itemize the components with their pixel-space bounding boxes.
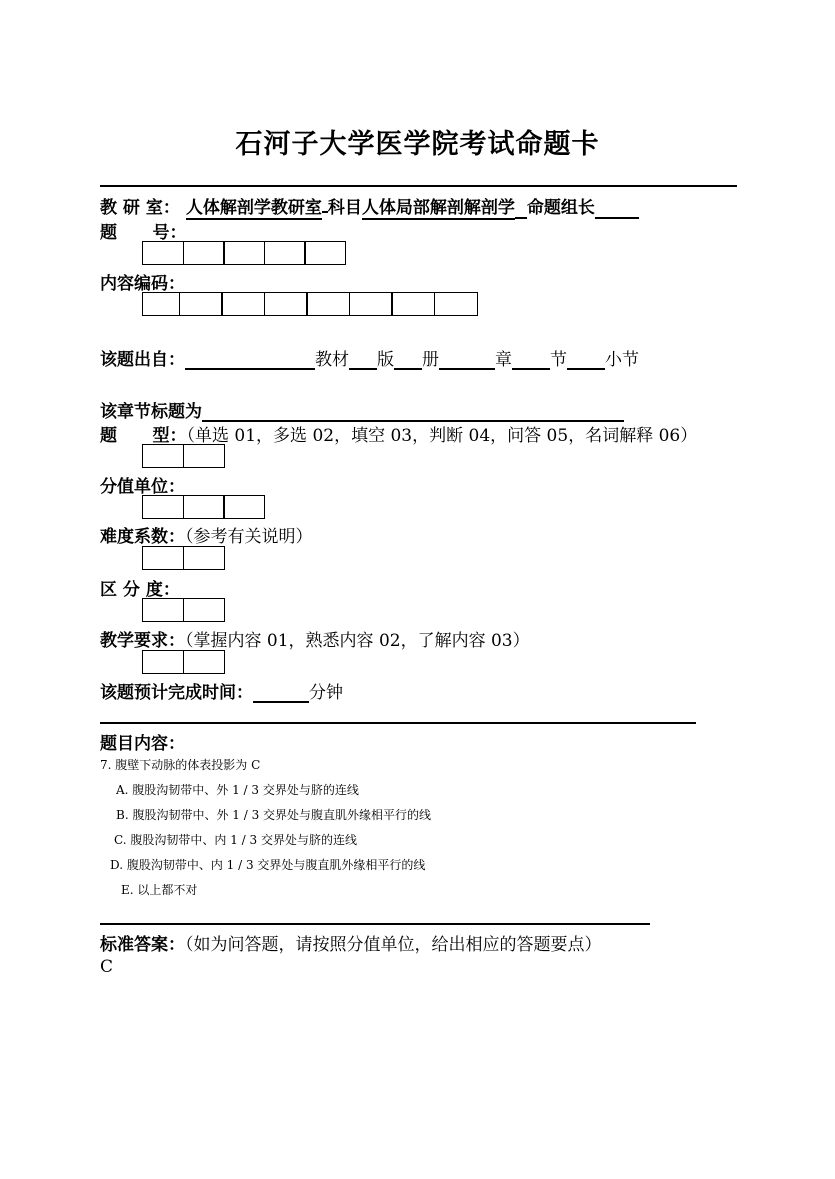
teaching-req-label: 教学要求： xyxy=(100,631,185,651)
section-blank[interactable] xyxy=(512,350,550,370)
discrimination-label: 区 分 度： xyxy=(100,580,180,600)
estimated-time-label: 该题预计完成时间： xyxy=(100,683,253,703)
input-box[interactable] xyxy=(183,444,225,468)
page-title: 石河子大学医学院考试命题卡 xyxy=(235,129,600,160)
discrimination-boxes xyxy=(142,598,223,622)
dept-label: 教 研 室： xyxy=(100,198,180,218)
option-c: C. 腹股沟韧带中、内 1 / 3 交界处与脐的连线 xyxy=(114,833,357,847)
input-box[interactable] xyxy=(223,241,265,265)
subject-label: 科目 xyxy=(327,198,362,218)
answer-label: 标准答案： xyxy=(100,935,185,955)
source-blank[interactable] xyxy=(185,350,315,370)
answer-top-rule xyxy=(100,923,650,925)
source-row xyxy=(100,345,639,370)
input-box[interactable] xyxy=(142,650,184,674)
edition-blank[interactable] xyxy=(349,350,377,370)
teaching-req-boxes xyxy=(142,650,223,674)
difficulty-boxes xyxy=(142,546,223,570)
chapter-title-label: 该章节标题为 xyxy=(100,402,202,422)
input-box[interactable] xyxy=(349,292,393,316)
input-box[interactable] xyxy=(304,241,346,265)
input-box[interactable] xyxy=(183,241,225,265)
difficulty-row xyxy=(100,522,313,547)
teaching-req-note: （掌握内容 01，熟悉内容 02，了解内容 03） xyxy=(185,631,530,651)
question-stem: 7. 腹壁下动脉的体表投影为 C xyxy=(100,758,261,772)
input-box[interactable] xyxy=(434,292,478,316)
subsection-text: 小节 xyxy=(605,350,639,370)
question-type-label: 题 型： xyxy=(100,426,187,446)
input-box[interactable] xyxy=(183,650,225,674)
answer-note: （如为问答题，请按照分值单位，给出相应的答题要点） xyxy=(185,935,602,955)
header-row xyxy=(100,193,639,219)
source-label: 该题出自： xyxy=(100,350,185,370)
answer-value: C xyxy=(100,957,114,977)
question-no-label: 题 号： xyxy=(100,223,187,243)
textbook-text: 教材 xyxy=(315,350,349,370)
score-unit-label: 分值单位： xyxy=(100,477,185,497)
input-box[interactable] xyxy=(183,598,225,622)
chapter-title-blank[interactable] xyxy=(202,402,624,422)
group-leader-blank[interactable] xyxy=(595,199,639,219)
chapter-text: 章 xyxy=(495,350,512,370)
input-box[interactable] xyxy=(142,598,184,622)
estimated-time-unit: 分钟 xyxy=(309,683,343,703)
dept-value: 人体解剖学教研室 xyxy=(185,198,322,218)
input-box[interactable] xyxy=(221,292,265,316)
score-unit-boxes xyxy=(142,495,264,519)
section-text: 节 xyxy=(550,350,567,370)
estimated-time-row xyxy=(100,678,343,703)
option-a: A. 腹股沟韧带中、外 1 / 3 交界处与脐的连线 xyxy=(116,783,359,797)
option-e: E. 以上都不对 xyxy=(121,883,198,897)
input-box[interactable] xyxy=(142,241,184,265)
subsection-blank[interactable] xyxy=(567,350,605,370)
question-type-row xyxy=(100,421,697,446)
input-box[interactable] xyxy=(391,292,435,316)
question-type-note: （单选 01，多选 02，填空 03，判断 04，问答 05，名词解释 06） xyxy=(186,426,698,446)
input-box[interactable] xyxy=(142,444,184,468)
question-type-boxes xyxy=(142,444,223,468)
question-no-boxes xyxy=(142,241,345,265)
input-box[interactable] xyxy=(264,292,308,316)
option-d: D. 腹股沟韧带中、内 1 / 3 交界处与腹直肌外缘相平行的线 xyxy=(110,858,426,872)
input-box[interactable] xyxy=(142,292,180,316)
edition-text: 版 xyxy=(377,350,394,370)
volume-blank[interactable] xyxy=(394,350,422,370)
difficulty-label: 难度系数： xyxy=(100,527,185,547)
input-box[interactable] xyxy=(179,292,223,316)
option-b: B. 腹股沟韧带中、外 1 / 3 交界处与腹直肌外缘相平行的线 xyxy=(116,808,432,822)
input-box[interactable] xyxy=(223,495,265,519)
estimated-time-blank[interactable] xyxy=(253,683,309,703)
input-box[interactable] xyxy=(264,241,306,265)
volume-text: 册 xyxy=(422,350,439,370)
question-content-label: 题目内容： xyxy=(100,734,185,754)
content-code-boxes xyxy=(142,292,476,316)
content-code-label: 内容编码： xyxy=(100,274,185,294)
input-box[interactable] xyxy=(142,546,184,570)
subject-value: 人体局部解剖解剖学 xyxy=(361,198,515,218)
answer-row xyxy=(100,930,602,955)
group-leader-label: 命题组长 xyxy=(526,198,595,218)
chapter-blank[interactable] xyxy=(439,350,495,370)
difficulty-note: （参考有关说明） xyxy=(185,527,313,547)
chapter-title-row xyxy=(100,397,624,422)
input-box[interactable] xyxy=(142,495,184,519)
input-box[interactable] xyxy=(183,546,225,570)
input-box[interactable] xyxy=(183,495,225,519)
content-top-rule xyxy=(100,722,696,724)
header-top-rule xyxy=(100,185,737,187)
input-box[interactable] xyxy=(306,292,350,316)
teaching-req-row xyxy=(100,626,530,651)
